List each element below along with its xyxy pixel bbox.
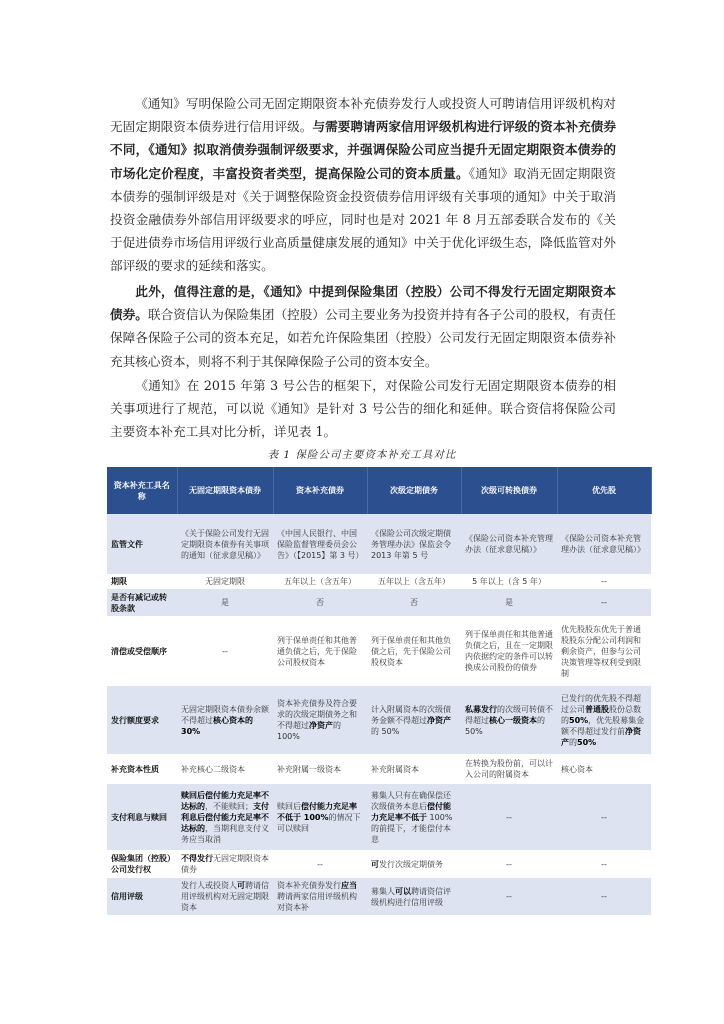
- table-cell: 补充附属资本: [367, 754, 461, 784]
- table-row: [107, 616, 651, 686]
- cell-text-bold: 净资产: [309, 721, 333, 730]
- cell-text: 100% 的前提下，才能偿付本息: [371, 812, 453, 844]
- cell-text-bold: 赎回后偿付能力充足率不达标的: [181, 790, 269, 811]
- header-preferred-stock: 优先股: [557, 467, 651, 514]
- cell-text-bold: 核心一级资本: [489, 715, 537, 725]
- table-cell: 《中国人民银行、中国保险监督管理委员会公告》（【2015】第 3 号）: [273, 514, 367, 574]
- table-cell: 核心资本: [557, 754, 651, 784]
- table-cell: --: [461, 784, 557, 850]
- table-cell: [273, 686, 367, 754]
- row-label-issuance-limit: 发行额度要求: [107, 686, 177, 754]
- cell-text: 的: [569, 737, 577, 747]
- header-capital-bond: 资本补充债券: [273, 467, 367, 514]
- table-caption: 表 1 保险公司主要资本补充工具对比: [267, 449, 457, 461]
- table-cell: 《保险公司资本补充管理办法（征求意见稿）》: [461, 514, 557, 574]
- table-cell: --: [557, 784, 651, 850]
- table-cell: --: [461, 850, 557, 878]
- table-cell: [273, 878, 367, 915]
- table-cell: [367, 784, 461, 850]
- table-cell: [177, 878, 273, 915]
- cell-text: 聘请信用评级机构对无固定期限资本: [181, 881, 269, 912]
- cell-text: 计入附属资本的次级债务金额不得超过: [371, 704, 451, 725]
- cell-text-bold: 净资产: [561, 726, 641, 747]
- cell-text-bold: 不得发行: [181, 854, 213, 863]
- cell-text: 聘请两家信用评级机构对资本补: [277, 892, 357, 912]
- cell-text-bold: 可以: [395, 886, 411, 896]
- table-cell: [177, 784, 273, 850]
- table-cell: 在转换为股份前，可以计入公司的附属资本: [461, 754, 557, 784]
- cell-text: 募集人只有在确保偿还次级债务本息后: [371, 790, 451, 811]
- header-convertible-bond: 次级可转换债券: [461, 467, 557, 514]
- table-cell: 列于保单责任和其他普通负债之后，先于保险公司股权资本: [273, 616, 367, 686]
- cell-text: 的情况下可以赎回: [277, 812, 361, 833]
- cell-text: 的 100%: [277, 721, 341, 741]
- table-cell: 是: [177, 589, 273, 616]
- p1-text-bold: 与需要聘请两家信用评级机构进行评级的资本补充债券不同，《通知》拟取消债券强制评级要求，并强调保险公司应当提升无固定期限资本债券的市场化定价程度，丰富投资者类型，提高保险公司的资本质量。: [110, 119, 617, 181]
- table-cell: --: [177, 616, 273, 686]
- p2-text-bold: 此外，值得注意的是，《通知》中提到保险集团（控股）公司不得发行无固定期限资本债券。: [110, 284, 616, 323]
- cell-text: 的 50%: [371, 726, 400, 736]
- cell-text: 无固定期限资本债券: [181, 854, 269, 874]
- table-cell: 五年以上（含五年）: [273, 574, 367, 589]
- table-cell: 列于保单责任和其他负债之后，先于保险公司股权资本: [367, 616, 461, 686]
- table-row: [107, 589, 651, 616]
- row-label-group-issuance: 保险集团（控股）公司发行权: [107, 850, 177, 878]
- table-cell: [557, 686, 651, 754]
- cell-text-bold: 偿付能力充足率不低于: [371, 801, 451, 822]
- cell-text-bold: 应当: [341, 881, 357, 890]
- cell-text: 已发行的优先股不得超过公司: [561, 693, 641, 714]
- cell-text-bold: 偿付能力充足率不低于 100%: [277, 801, 357, 822]
- cell-text: 资本补充债券发行: [277, 881, 341, 890]
- paragraph-1: [110, 92, 616, 278]
- cell-text-bold: 可: [237, 881, 245, 890]
- table-cell: 《保险公司次级定期债务管理办法》保监会令 2013 年第 5 号: [367, 514, 461, 574]
- cell-text-bold: 50%: [569, 715, 589, 725]
- cell-text: 股份总数的: [561, 704, 641, 725]
- p2-text-b: 联合资信认为保险集团（控股）公司主要业务为投资并持有各子公司的股权，有责任保障各保险子公司的资本充足，如若允许保险集团（控股）公司发行无固定期限资本债券补充其核心资本，则将不利于其保障保险子公司的资本安全。: [110, 307, 617, 369]
- table-cell: 无固定期限: [177, 574, 273, 589]
- cell-text: ，优先股募集金额不得超过发行前: [561, 715, 645, 736]
- cell-text: 聘请资信评级机构进行信用评级: [371, 886, 451, 907]
- comparison-table: [107, 467, 652, 915]
- cell-text: 募集人: [371, 886, 395, 896]
- table-cell: [177, 850, 273, 878]
- header-perpetual-bond: 无固定期限资本债券: [177, 467, 273, 514]
- cell-text: 发行次级定期债务: [379, 859, 443, 869]
- cell-text: ，不能赎回；: [205, 801, 253, 811]
- table-cell: [367, 878, 461, 915]
- cell-text-bold: 私募发行: [465, 704, 497, 714]
- table-row: [107, 514, 651, 574]
- row-label-capital-nature: 补充资本性质: [107, 754, 177, 784]
- table-cell: [177, 686, 273, 754]
- header-subordinated-debt: 次级定期债务: [367, 467, 461, 514]
- cell-text-bold: 可: [371, 859, 379, 869]
- table-cell: 列于保单责任和其他普通负债之后，且在一定期限内依据约定的条件可以转换成公司股份的债券: [461, 616, 557, 686]
- row-label-interest-redemption: 支付利息与赎回: [107, 784, 177, 850]
- p1-text-a: 《通知》写明保险公司无固定期限资本补充债券发行人或投资人可聘请信用评级机构对无固定期限资本债券进行信用评级。: [110, 96, 616, 135]
- table-cell: [273, 784, 367, 850]
- paragraph-3: [110, 374, 616, 444]
- table-row: [107, 686, 651, 754]
- table-cell: [367, 850, 461, 878]
- table-cell: 否: [273, 589, 367, 616]
- table-row: [107, 754, 651, 784]
- cell-text: 赎回后: [277, 801, 301, 811]
- cell-text-bold: 普通股: [585, 704, 609, 714]
- table-cell: 补充核心二级资本: [177, 754, 273, 784]
- table-cell: 《保险公司资本补充管理办法（征求意见稿）》: [557, 514, 651, 574]
- cell-text: 资本补充债券及符合要求的次级定期债务之和不得超过: [277, 699, 357, 730]
- cell-text-bold: 核心资本的 30%: [181, 715, 253, 736]
- p1-text-c: 《通知》取消无固定期限资本债券的强制评级是对《关于调整保险资金投资债券信用评级有关事项的通知》中关于取消投资金融债券外部信用评级要求的呼应，同时也是对 2021 年 8 月五部委联合发布的《关于促进债券市场信用评级行业高质量健康发展的通知》中关于优化评级生态，降低监管对外部评级的要求的延续和落实。: [110, 165, 617, 274]
- table-cell: --: [557, 850, 651, 878]
- table-cell: 5 年以上（含 5 年）: [461, 574, 557, 589]
- table-cell: 否: [367, 589, 461, 616]
- table-cell: 五年以上（含五年）: [367, 574, 461, 589]
- table-cell: --: [557, 574, 651, 589]
- table-cell: 补充附属一级资本: [273, 754, 367, 784]
- table-row: [107, 784, 651, 850]
- table-cell: --: [557, 589, 651, 616]
- row-label-term: 期限: [107, 574, 177, 589]
- cell-text: 无固定期限资本债券余额不得超过: [181, 704, 269, 725]
- table-row: [107, 878, 651, 915]
- header-tool-name: 资本补充工具名称: [107, 467, 177, 514]
- table-cell: 优先股股东优先于普通股股东分配公司利润和剩余资产，但参与公司决策管理等权利受到限制: [557, 616, 651, 686]
- row-label-priority: 清偿或受偿顺序: [107, 616, 177, 686]
- table-cell: [461, 686, 557, 754]
- row-label-credit-rating: 信用评级: [107, 878, 177, 915]
- cell-text: 发行人或投资人: [181, 881, 237, 890]
- table-row: [107, 574, 651, 589]
- cell-text: ，当期利息支付义务应当取消: [181, 823, 269, 844]
- table-cell: 《关于保险公司发行无固定期限资本债券有关事项的通知（征求意见稿）》: [177, 514, 273, 574]
- table-cell: --: [273, 850, 367, 878]
- table-cell: 是: [461, 589, 557, 616]
- table-cell: --: [557, 878, 651, 915]
- row-label-regulation: 监管文件: [107, 514, 177, 574]
- cell-text: 的次级可转债不得超过: [465, 704, 553, 725]
- paragraph-2: [110, 280, 616, 373]
- cell-text-bold: 支付利息后偿付能力充足率不达标的: [181, 801, 269, 833]
- p3-text: 《通知》在 2015 年第 3 号公告的框架下，对保险公司发行无固定期限资本债券的相关事项进行了规范，可以说《通知》是针对 3 号公告的细化和延伸。联合资信将保险公司主要资本补充工具对比分析，详见表 1。: [110, 378, 616, 440]
- cell-text-bold: 50%: [577, 737, 597, 747]
- table-row: [107, 850, 651, 878]
- cell-text: 的 50%: [465, 715, 545, 736]
- cell-text-bold: 净资产: [427, 715, 451, 725]
- row-label-writedown: 是否有减记或转股条款: [107, 589, 177, 616]
- table-cell: --: [461, 878, 557, 915]
- table-header-row: [107, 467, 651, 514]
- table-cell: [367, 686, 461, 754]
